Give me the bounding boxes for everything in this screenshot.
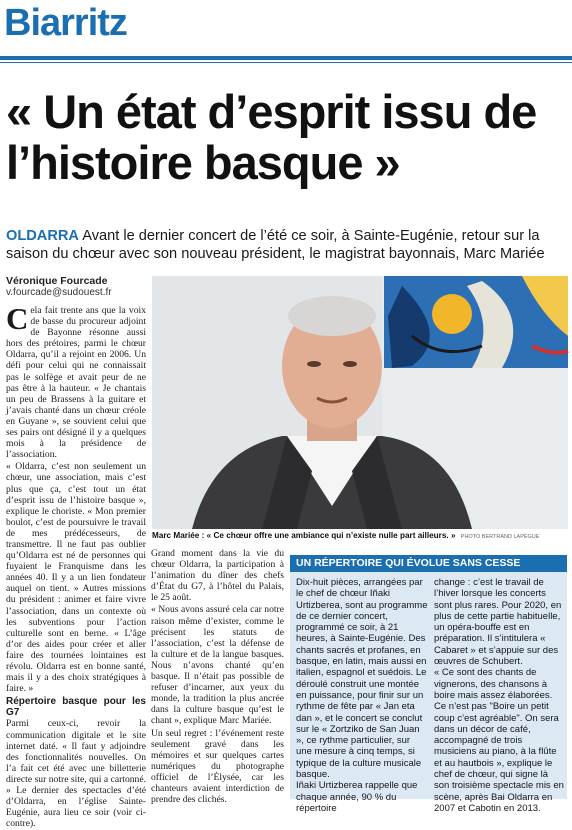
article-column-2: [151, 548, 284, 806]
byline-email[interactable]: v.fourcade@sudouest.fr: [6, 287, 112, 298]
portrait-illustration: [152, 276, 568, 529]
paragraph: « Nous avons assuré cela car notre raison même d’exister, comme le précisent les statuts de l’association, c’est la défense de la culture et de la langue basques. Nous n’avons chanté qu’en basque. Il n’était pas possible de refuser d’incarner, aux yeux du monde, la tradition la plus ancrée dans la culture basque qu’est le chant », explique Marc Mariée.: [151, 604, 284, 727]
standfirst: [6, 227, 566, 263]
section-rule-thin: [0, 62, 572, 63]
caption-quote: « Ce chœur offre une ambiance qui n’existe nulle part ailleurs. »: [206, 531, 456, 540]
paragraph: Iñaki Urtizberea rappelle que chaque année, 90 % du répertoire: [296, 780, 418, 814]
paragraph: Un seul regret : l’événement reste seulement gravé dans les mémoires et sur quelques cartes numériques du photographe officiel de l’Élysée, car les chanteurs avaient interdiction de prendre des clichés.: [151, 727, 284, 806]
box-column-1: [296, 577, 428, 814]
paragraph: Parmi ceux-ci, revoir la communication digitale et le site internet daté. « Il faut y adjoindre des fonctionnalités nouvelles. On l’a fait cet été avec une billetterie directe sur notre site, qui a cartonné. » Le dernier des spectacles d’été d’Oldarra, en l’église Sainte-Eugénie, aura lieu ce soir (voir ci-contre).: [6, 718, 146, 830]
paragraph: Cela fait trente ans que la voix de basse du procureur adjoint de Bayonne résonne aussi hors des prétoires, parmi le chœur Oldarra, qu’il a rejoint en 2006. Un défi pour celui qui ne connaissait pas le solfège et avait peur de ne pas être à la hauteur. « Je chantais un peu de Brassens à la guitare et j’avais chanté dans un chœur créole en Guyane », se souvient celui que ses pairs ont désigné il y a quelques mois à la présidence de l’association.: [6, 301, 146, 461]
caption-name: Marc Mariée :: [152, 531, 205, 540]
standfirst-text: Avant le dernier concert de l’été ce soir, à Sainte-Eugénie, retour sur la saison du chœur avec son nouveau président, le magistrat bayonnais, Marc Mariée: [6, 228, 545, 262]
subhead: Répertoire basque pour les G7: [6, 696, 146, 719]
paragraph: « Ce sont des chants de vignerons, des chansons à boire mais assez élaborées. Ce n’est pas "Boire un petit coup c’est agréable". On sera dans un décor de café, accompagné de trois musiciens au piano, à la flûte et au hautbois », explique le chef de chœur, qui signe là son troisième spectacle mis en scène, après Bai Oldarra en 2007 et Cabotin en 2013.: [434, 667, 564, 814]
paragraph: « Oldarra, c’est non seulement un chœur, une association, mais c’est plus que ça, c’est tout un état d’esprit issu de l’histoire basque », explique le choriste. « Mon premier boulot, c’est de poursuivre le travail de mes prédécesseurs, de transmettre. Il ne faut pas oublier qu’Oldarra est né de personnes qui fuyaient le Franquisme dans les années 40. Il y a un lien fondateur auquel on tient. » Autres missions du président : animer et faire vivre l’association, dans un contexte où les subventions pour l’action culturelle sont en berne. « L’âge d’or des aides pour créer et aller faire des tournées lointaines est révolu. Oldarra est en bonne santé, mais il y a des choix stratégiques à faire. »: [6, 461, 146, 695]
section-rule: [0, 56, 572, 60]
section-title: Biarritz: [4, 2, 127, 44]
article-column-1: [6, 301, 146, 830]
dropcap: C: [6, 301, 29, 336]
photo-caption: [152, 531, 568, 540]
standfirst-kicker: OLDARRA: [6, 228, 79, 244]
box-column-2: [434, 577, 564, 814]
paragraph: change : c’est le travail de l’hiver lorsque les concerts sont plus rares. Pour 2020, en plus de cette partie habituelle, un opéra-bouffe est en préparation. Il s’intitulera « Cabaret » et s’appuie sur des œuvres de Schubert.: [434, 577, 562, 668]
paragraph: Dix-huit pièces, arrangées par le chef de chœur Iñaki Urtizberea, sont au programme de ce dernier concert, programmé ce soir, à 21 heures, à Sainte-Eugénie. Des chants sacrés et profanes, en basque, en latin, mais aussi en italien, espagnol et suédois. Le déroulé construit une montée en puissance, pour finir sur un rythme de fête par « Jan eta dan », et le concert se conclut sur le « Zortziko de San Juan », ce rythme particulier, sur une mesure à cinq temps, si typique de la culture musicale basque.: [296, 577, 428, 781]
portrait-photo: [152, 276, 568, 529]
photo-credit: PHOTO BERTRAND LAPÈGUE: [460, 534, 540, 540]
headline: « Un état d’esprit issu de l’histoire basque »: [6, 85, 537, 189]
byline-author: Véronique Fourcade: [6, 275, 108, 287]
box-title: UN RÉPERTOIRE QUI ÉVOLUE SANS CESSE: [290, 555, 567, 572]
paragraph: Grand moment dans la vie du chœur Oldarra, la participation à l’animation du dîner des chefs d’État du G7, à l’hôtel du Palais, le 25 août.: [151, 548, 284, 604]
